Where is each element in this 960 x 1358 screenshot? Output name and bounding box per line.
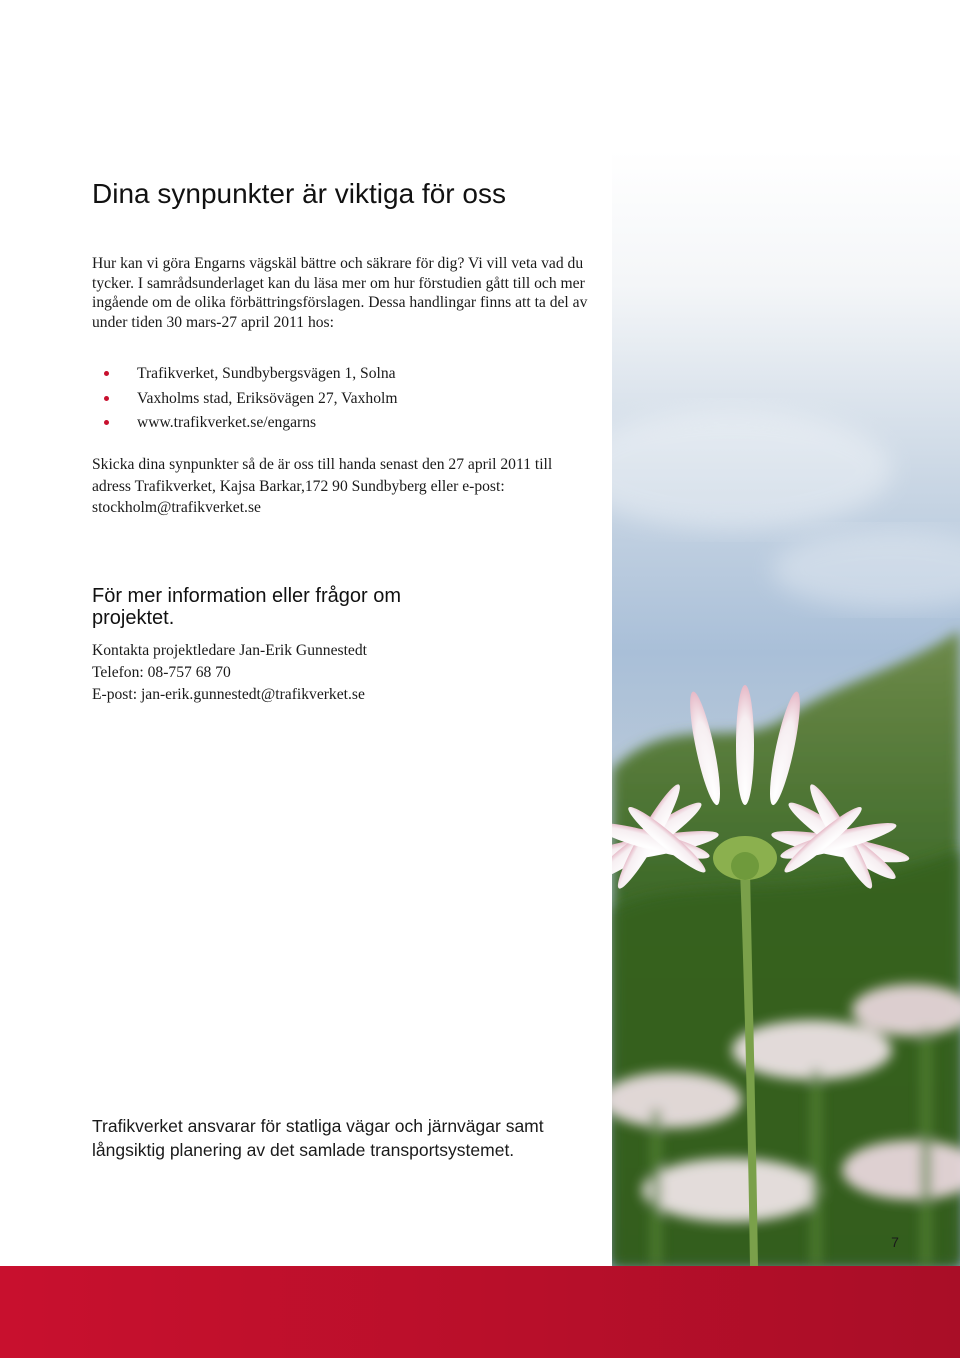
page-title: Dina synpunkter är viktiga för oss (92, 178, 506, 209)
website-link[interactable]: www.trafikverket.se/engarns (137, 414, 317, 431)
contact-person: Kontakta projektledare Jan-Erik Gunnestedt (92, 642, 367, 659)
bullet-icon (104, 420, 109, 425)
location-list (92, 362, 592, 436)
list-item (92, 411, 592, 436)
footer-note: Trafikverket ansvarar för statliga vägar och järnvägar samt långsiktig planering av det samlade transportsystemet. (92, 1116, 544, 1160)
list-item (92, 362, 592, 387)
location-label: Vaxholms stad, Eriksövägen 27, Vaxholm (137, 389, 398, 407)
info-heading: För mer information eller frågor om projektet. (92, 585, 401, 629)
contact-email[interactable]: E-post: jan-erik.gunnestedt@trafikverket.se (92, 686, 365, 703)
location-label: Trafikverket, Sundbybergsvägen 1, Solna (137, 365, 396, 382)
contact-phone: Telefon: 08-757 68 70 (92, 664, 231, 681)
page-number: 7 (891, 1234, 899, 1250)
daisy-photo (612, 150, 960, 1266)
contact-block (92, 640, 592, 706)
list-item (92, 387, 592, 412)
footer-red-band (0, 1266, 960, 1358)
bullet-icon (104, 371, 109, 376)
bullet-icon (104, 396, 109, 401)
submission-paragraph: Skicka dina synpunkter så de är oss till handa senast den 27 april 2011 till adress Trafikverket, Kajsa Barkar,172 90 Sundbyberg eller e-post: stockholm@trafikverket.se (92, 456, 553, 517)
intro-paragraph: Hur kan vi göra Engarns vägskäl bättre och säkrare för dig? Vi vill veta vad du tycker. I samrådsunderlaget kan du läsa mer om hur förstudien gått till och mer ingående om de olika förbättringsförslagen. Dessa handlingar finns att ta del av under tiden 30 mars-27 april 2011 hos: (92, 255, 588, 332)
